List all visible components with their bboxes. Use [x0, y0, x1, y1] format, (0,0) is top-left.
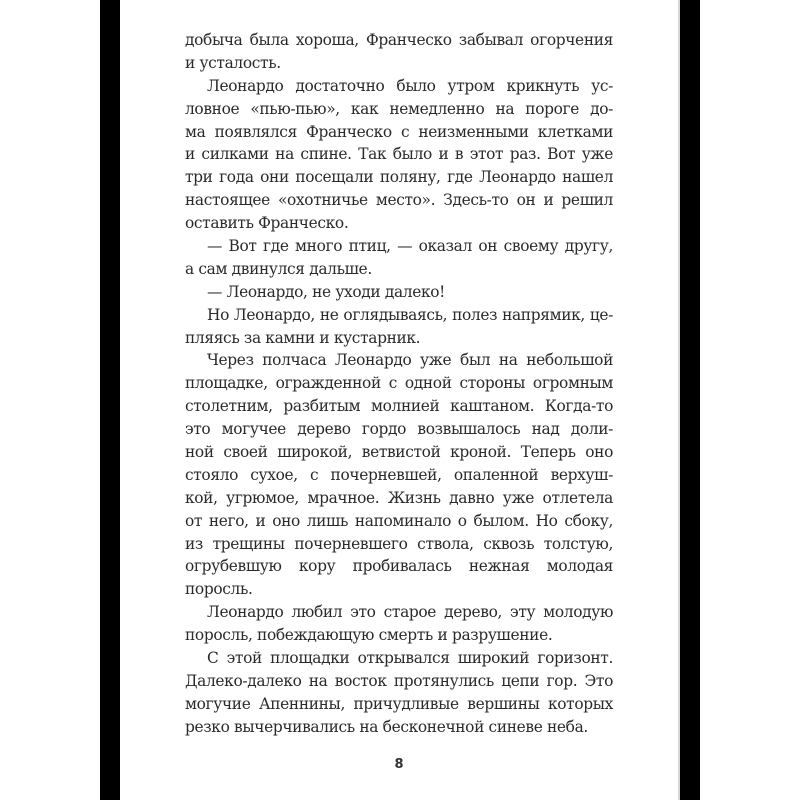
text-line: от него, и оно лишь напоминало о былом. Но сбоку,	[185, 511, 613, 530]
right-binding-bar	[680, 0, 700, 800]
text-line: могучие Апеннины, причудливые вершины которых	[185, 694, 613, 713]
text-line: столетним, разбитым молнией каштаном. Когда-то	[185, 397, 613, 416]
text-line: и усталость.	[185, 53, 281, 72]
text-line: С этой площадки открывался широкий горизонт.	[207, 649, 613, 668]
body-text	[185, 29, 613, 739]
text-line: оставить Франческо.	[185, 214, 349, 233]
text-line: кой, угрюмое, мрачное. Жизнь давно уже отлетела	[185, 488, 613, 507]
text-line: площадке, огражденной с одной стороны огромным	[185, 374, 613, 393]
text-line: добыча была хороша, Франческо забывал огорчения	[185, 31, 613, 49]
text-line: — Леонардо, не уходи далеко!	[207, 282, 446, 301]
text-line: поросль, побеждающую смерть и разрушение.	[185, 626, 553, 645]
text-line: — Вот где много птиц, — оказал он своему другу,	[207, 237, 613, 256]
text-line: настоящее «охотничье место». Здесь-то он и решил	[185, 191, 613, 210]
text-line: ловное «пью-пью», как немедленно на пороге до-	[185, 99, 613, 118]
text-line: а сам двинулся дальше.	[185, 259, 372, 278]
text-line: это могучее дерево гордо возвышалось над доли-	[185, 420, 613, 439]
text-line: пляясь за камни и кустарник.	[185, 328, 421, 347]
text-line: Далеко-далеко на восток протянулись цепи гор. Это	[185, 671, 613, 690]
text-line: огрубевшую кору пробивалась нежная молодая	[185, 557, 613, 576]
text-line: ной своей широкой, ветвистой кроной. Теперь оно	[185, 443, 613, 462]
text-line: поросль.	[185, 580, 253, 599]
text-line: стояло сухое, с почерневшей, опаленной верхуш-	[185, 465, 613, 484]
text-line: Леонардо любил это старое дерево, эту молодую	[207, 603, 613, 622]
text-line: Через полчаса Леонардо уже был на небольшой	[207, 351, 613, 370]
text-line: Но Леонардо, не оглядываясь, полез напрямик, це-	[207, 305, 613, 324]
text-line: ма появлялся Франческо с неизменными клетками	[185, 122, 613, 141]
text-line: и силками на спине. Так было и в этот раз. Вот уже	[185, 145, 613, 164]
text-line: резко вычерчивались на бесконечной синеве неба.	[185, 717, 588, 736]
text-line: из трещины почерневшего ствола, сквозь толстую,	[185, 534, 613, 553]
left-binding-bar	[100, 0, 120, 800]
book-page	[120, 0, 678, 800]
text-line: три года они посещали поляну, где Леонардо нашел	[185, 168, 613, 187]
text-line: Леонардо достаточно было утром крикнуть ус-	[207, 76, 613, 95]
page-number: 8	[394, 757, 404, 772]
